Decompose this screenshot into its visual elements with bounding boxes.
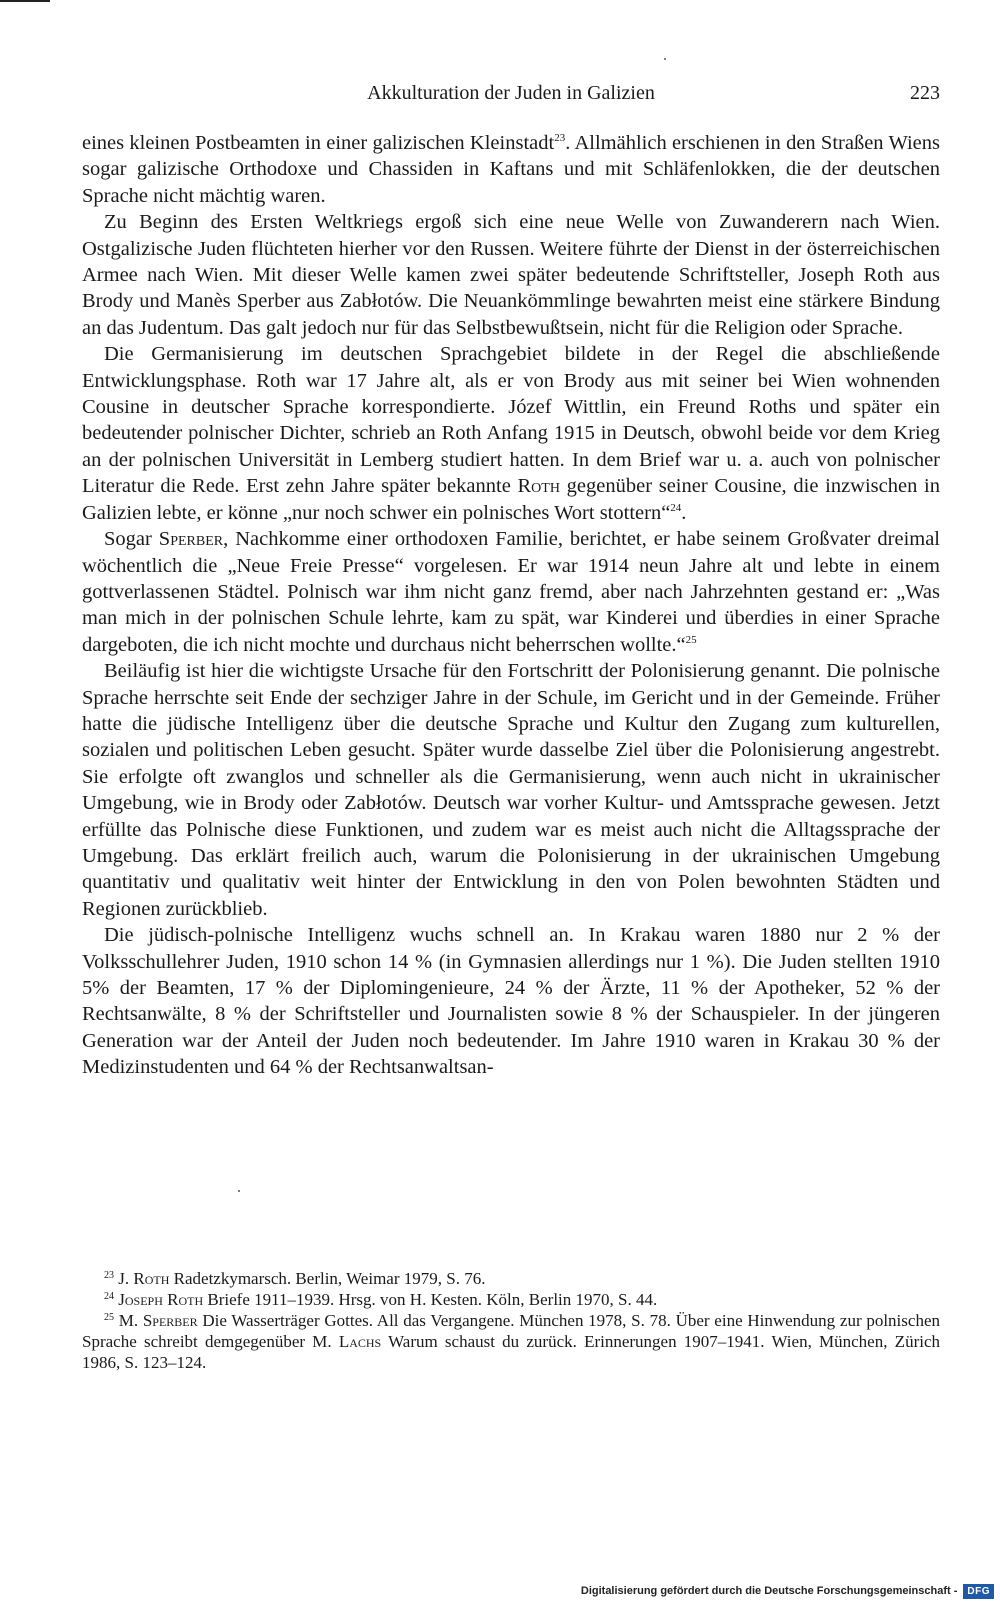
- dfg-logo: DFG: [963, 1584, 994, 1599]
- footnote-marker: 23: [104, 1270, 114, 1281]
- body-paragraph: [82, 922, 940, 1080]
- body-paragraph: [82, 130, 940, 209]
- text-run: gegenüber seiner Cousine, die inzwischen in Galizien lebte, er könne „nur noch schwer ein polnisches Wort stottern“: [82, 475, 940, 524]
- text-run: Die Wasserträger Gottes. All das Vergangene. München 1978, S. 78. Über eine Hinwendung zur polnischen Sprache schreibt demgegenüber M.: [82, 1311, 940, 1351]
- running-head-title: Akkulturation der Juden in Galizien: [367, 82, 655, 104]
- body-text: [82, 130, 940, 1081]
- scan-corner-mark: [0, 0, 50, 2]
- running-head: [82, 79, 940, 107]
- body-paragraph: [82, 658, 940, 922]
- author-name: Sperber: [158, 528, 224, 551]
- body-paragraph: [82, 526, 940, 658]
- text-run: J.: [114, 1269, 134, 1288]
- text-run: Briefe 1911–1939. Hrsg. von H. Kesten. Köln, Berlin 1970, S. 44.: [203, 1290, 658, 1309]
- footnotes: [82, 1268, 940, 1373]
- text-run: M.: [114, 1311, 143, 1330]
- text-run: Zu Beginn des Ersten Weltkriegs ergoß sich eine neue Welle von Zuwanderern nach Wien. Ostgalizische Juden flüchteten hierher vor den Russen. Weitere führte der Dienst in der österreichischen Armee nach Wien. Mit dieser Welle kamen zwei später bedeutende Schriftsteller, Joseph Roth aus Brody und Manès Sperber aus Zabłotów. Die Neuankömmlinge bewahrten meist eine stärkere Bindung an das Judentum. Das galt jedoch nur für das Selbstbewußtsein, nicht für die Religion oder Sprache.: [82, 211, 940, 339]
- footnote: [82, 1268, 940, 1289]
- author-name: Roth: [517, 475, 560, 498]
- text-run: Die jüdisch-polnische Intelligenz wuchs schnell an. In Krakau waren 1880 nur 2 % der Volksschullehrer Juden, 1910 schon 14 % (in Gymnasien allerdings nur 1 %). Die Juden stellten 1910 5% der Beamten, 17 % der Diplomingenieure, 24 % der Ärzte, 11 % der Apotheker, 52 % der Rechtsanwälte, 8 % der Schriftsteller und Journalisten sowie 8 % der Schauspieler. In der jüngeren Generation war der Anteil der Juden noch bedeutender. Im Jahre 1910 waren in Krakau 30 % der Medizinstudenten und 64 % der Rechtsanwaltsan-: [82, 924, 940, 1079]
- footnote-marker: 23: [554, 132, 566, 144]
- text-run: Warum schaust du zurück. Erinnerungen 1907–1941. Wien, München, Zürich 1986, S. 123–124.: [82, 1332, 940, 1372]
- text-run: , Nachkomme einer orthodoxen Familie, berichtet, er habe seinem Großvater dreimal wöchentlich die „Neue Freie Presse“ vorgelesen. Er war 1914 neun Jahre alt und lebte in einem gottverlassenen Städtel. Polnisch war ihm nicht ganz fremd, aber nach Jahrzehnten gestand er: „Was man mich in der polnischen Schule lehrte, kam zu spät, war Kinderei und überdies in einer Sprache dargeboten, die ich nicht mochte und durchaus nicht beherrschen wollte.“: [82, 528, 940, 656]
- body-paragraph: [82, 341, 940, 526]
- footnote-marker: 24: [670, 501, 682, 514]
- footnote: [82, 1289, 940, 1310]
- scan-speck: [238, 1190, 240, 1192]
- author-name: Lachs: [338, 1332, 382, 1351]
- text-run: . Allmählich erschienen in den Straßen Wiens sogar galizische Orthodoxe und Chassiden in Kaftans und mit Schläfenlokken, die der deutschen Sprache nicht mächtig waren.: [82, 132, 940, 207]
- footnote: [82, 1310, 940, 1373]
- author-name: Sperber: [142, 1311, 198, 1330]
- scan-speck: [664, 58, 666, 60]
- digitization-credit: [581, 1580, 994, 1602]
- text-run: Sogar: [104, 528, 159, 551]
- footnote-marker: 24: [104, 1291, 114, 1302]
- author-name: Joseph Roth: [118, 1290, 204, 1309]
- text-run: eines kleinen Postbeamten in einer galizischen Kleinstadt: [82, 132, 555, 154]
- page-number: 223: [910, 82, 940, 104]
- text-run: Radetzkymarsch. Berlin, Weimar 1979, S. 76.: [169, 1269, 486, 1288]
- footnote-marker: 25: [685, 633, 697, 646]
- credit-text: Digitalisierung gefördert durch die Deutsche Forschungsgemeinschaft -: [580, 1585, 958, 1597]
- footnote-marker: 25: [104, 1312, 114, 1323]
- text-run: Die Germanisierung im deutschen Sprachgebiet bildete in der Regel die abschließende Entwicklungsphase. Roth war 17 Jahre alt, als er von Brody aus mit seiner bei Wien wohnenden Cousine in deutscher Sprache korrespondierte. Józef Wittlin, ein Freund Roths und später ein bedeutender polnischer Dichter, schrieb an Roth Anfang 1915 in Deutsch, obwohl beide vor dem Krieg an der polnischen Universität in Lemberg studiert hatten. In dem Brief war u. a. auch von polnischer Literatur die Rede. Erst zehn Jahre später bekannte: [82, 343, 940, 498]
- text-run: Beiläufig ist hier die wichtigste Ursache für den Fortschritt der Polonisierung genannt. Die polnische Sprache herrschte seit Ende der sechziger Jahre in der Schule, im Gericht und in der Gemeinde. Früher hatte die jüdische Intelligenz über die deutsche Sprache und Kultur den Zugang zum kulturellen, sozialen und politischen Leben gesucht. Später wurde dasselbe Ziel über die Polonisierung angestrebt. Sie erfolgte oft zwanglos und schneller als die Germanisierung, wenn auch nicht in ukrainischer Umgebung, wie in Brody oder Zabłotów. Deutsch war vorher Kultur- und Amtssprache gewesen. Jetzt erfüllte das Polnische diese Funktionen, und zudem war es meist auch nicht die Alltagssprache der Umgebung. Das erklärt freilich auch, warum die Polonisierung in der ukrainischen Umgebung quantitativ und qualitativ weit hinter der Entwicklung in den von Polen bewohnten Städten und Regionen zurückblieb.: [82, 660, 940, 920]
- body-paragraph: [82, 209, 940, 341]
- author-name: Roth: [133, 1269, 170, 1288]
- text-run: .: [681, 501, 687, 524]
